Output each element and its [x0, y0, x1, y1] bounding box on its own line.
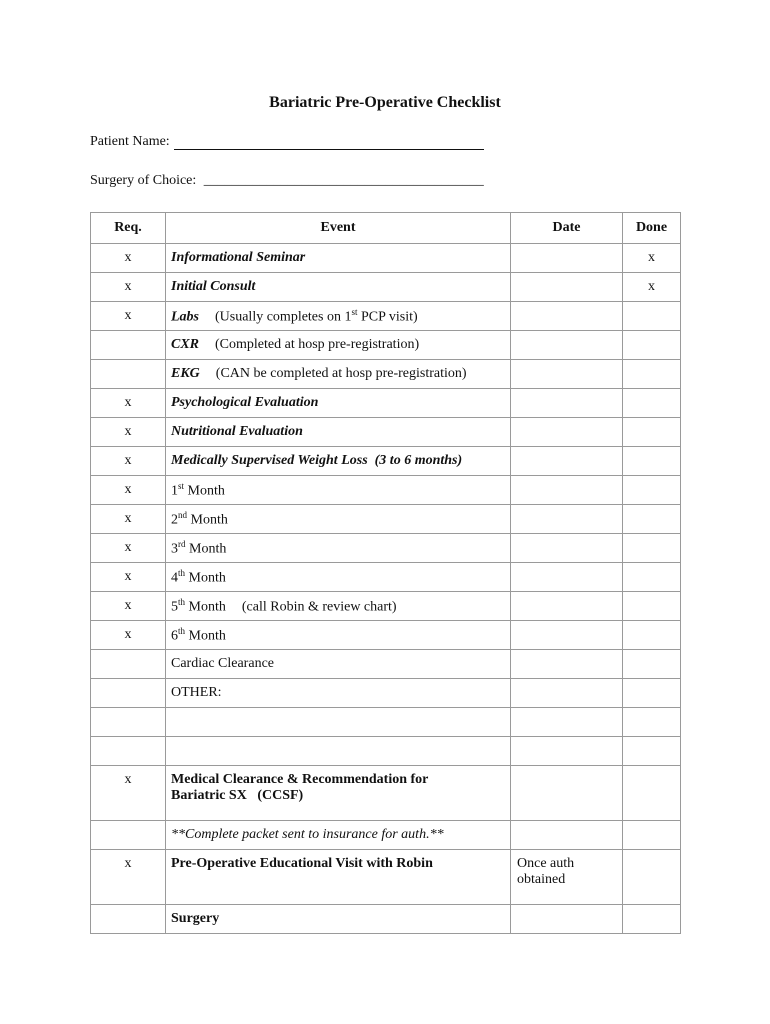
done-cell[interactable] — [623, 821, 681, 850]
month-label: Month — [185, 570, 226, 586]
event-cell — [166, 534, 511, 563]
month-label: Month — [185, 541, 227, 557]
month-number: 2 — [171, 512, 178, 528]
row-nutritional-evaluation — [91, 418, 681, 447]
row-psychological-evaluation — [91, 389, 681, 418]
date-cell — [511, 850, 623, 905]
month-suffix: nd — [178, 509, 187, 520]
patient-name-line[interactable] — [174, 135, 484, 150]
date-cell[interactable] — [511, 273, 623, 302]
month-suffix: th — [178, 567, 186, 578]
done-cell[interactable] — [623, 679, 681, 708]
date-cell[interactable] — [511, 476, 623, 505]
done-cell[interactable] — [623, 850, 681, 905]
month-suffix: th — [178, 596, 186, 607]
req-cell: x — [91, 850, 166, 905]
row-blank — [91, 708, 681, 737]
month-label: Month — [185, 628, 226, 644]
row-month-5 — [91, 592, 681, 621]
event-cell: Cardiac Clearance — [166, 650, 511, 679]
date-cell[interactable] — [511, 592, 623, 621]
row-month-6 — [91, 621, 681, 650]
date-cell[interactable] — [511, 563, 623, 592]
event-cell: Nutritional Evaluation — [166, 418, 511, 447]
date-cell[interactable] — [511, 418, 623, 447]
req-cell — [91, 821, 166, 850]
done-cell[interactable] — [623, 476, 681, 505]
req-cell: x — [91, 505, 166, 534]
month-label: Month — [184, 483, 225, 499]
row-other — [91, 679, 681, 708]
event-cell: Informational Seminar — [166, 244, 511, 273]
patient-name-field — [90, 134, 484, 150]
req-cell — [91, 905, 166, 934]
date-cell[interactable] — [511, 737, 623, 766]
date-cell[interactable] — [511, 821, 623, 850]
event-cell — [166, 360, 511, 389]
date-cell[interactable] — [511, 331, 623, 360]
month-number: 6 — [171, 628, 178, 644]
row-cxr — [91, 331, 681, 360]
event-label: EKG — [171, 366, 200, 381]
event-cell: Initial Consult — [166, 273, 511, 302]
header-req: Req. — [91, 213, 166, 244]
patient-name-label: Patient Name: — [90, 134, 170, 149]
month-number: 4 — [171, 570, 178, 586]
row-initial-consult — [91, 273, 681, 302]
event-cell: Pre-Operative Educational Visit with Robin — [166, 850, 511, 905]
done-cell[interactable] — [623, 505, 681, 534]
row-month-1 — [91, 476, 681, 505]
month-label: Month — [185, 599, 226, 615]
date-cell[interactable] — [511, 302, 623, 331]
date-cell[interactable] — [511, 244, 623, 273]
row-complete-packet — [91, 821, 681, 850]
date-cell[interactable] — [511, 534, 623, 563]
event-note: (Completed at hosp pre-registration) — [215, 337, 420, 352]
event-cell[interactable] — [166, 737, 511, 766]
event-cell — [166, 592, 511, 621]
date-cell[interactable] — [511, 708, 623, 737]
done-cell[interactable] — [623, 708, 681, 737]
event-cell — [166, 563, 511, 592]
date-cell[interactable] — [511, 679, 623, 708]
done-cell[interactable]: x — [623, 244, 681, 273]
event-note-end: PCP visit) — [357, 309, 418, 325]
month-number: 3 — [171, 541, 178, 557]
surgery-of-choice-label: Surgery of Choice: — [90, 173, 197, 188]
req-cell: x — [91, 534, 166, 563]
done-cell[interactable] — [623, 563, 681, 592]
row-medical-clearance — [91, 766, 681, 821]
done-cell[interactable] — [623, 447, 681, 476]
event-cell — [166, 505, 511, 534]
req-cell: x — [91, 621, 166, 650]
event-note: (CAN be completed at hosp pre-registration) — [215, 366, 467, 381]
row-educational-visit — [91, 850, 681, 905]
event-cell — [166, 476, 511, 505]
req-cell — [91, 650, 166, 679]
row-ekg — [91, 360, 681, 389]
header-row — [91, 213, 681, 244]
done-cell[interactable] — [623, 905, 681, 934]
done-cell[interactable] — [623, 534, 681, 563]
done-cell[interactable] — [623, 766, 681, 821]
event-cell: **Complete packet sent to insurance for auth.** — [166, 821, 511, 850]
req-cell: x — [91, 273, 166, 302]
row-month-3 — [91, 534, 681, 563]
event-label: CXR — [171, 337, 200, 352]
page-title: Bariatric Pre-Operative Checklist — [269, 94, 501, 111]
surgery-of-choice-line[interactable]: ________________________________________ — [203, 173, 484, 188]
date-cell[interactable] — [511, 389, 623, 418]
date-cell[interactable] — [511, 505, 623, 534]
event-cell[interactable] — [166, 708, 511, 737]
done-cell[interactable] — [623, 418, 681, 447]
surgery-of-choice-field — [90, 173, 484, 189]
date-cell[interactable] — [511, 766, 623, 821]
req-cell — [91, 360, 166, 389]
month-suffix: rd — [178, 538, 186, 549]
done-cell[interactable] — [623, 650, 681, 679]
req-cell: x — [91, 302, 166, 331]
month-suffix: th — [178, 625, 186, 636]
event-note-sup: st — [351, 306, 358, 317]
month-number: 1 — [171, 483, 178, 499]
req-cell: x — [91, 389, 166, 418]
row-surgery — [91, 905, 681, 934]
event-line-2: Bariatric SX (CCSF) — [171, 788, 304, 803]
date-cell[interactable] — [511, 360, 623, 389]
row-month-4 — [91, 563, 681, 592]
header-date: Date — [511, 213, 623, 244]
row-blank — [91, 737, 681, 766]
req-cell: x — [91, 592, 166, 621]
req-cell — [91, 737, 166, 766]
row-cardiac-clearance — [91, 650, 681, 679]
done-cell[interactable] — [623, 302, 681, 331]
date-cell[interactable] — [511, 650, 623, 679]
event-label: Labs — [171, 309, 199, 325]
done-cell[interactable]: x — [623, 273, 681, 302]
done-cell[interactable] — [623, 360, 681, 389]
row-informational-seminar — [91, 244, 681, 273]
event-line-1: Medical Clearance & Recommendation for — [171, 772, 429, 787]
event-cell — [166, 302, 511, 331]
row-labs — [91, 302, 681, 331]
date-line-1: Once auth — [517, 856, 575, 871]
done-cell[interactable] — [623, 331, 681, 360]
date-cell[interactable] — [511, 905, 623, 934]
req-cell: x — [91, 244, 166, 273]
header-done: Done — [623, 213, 681, 244]
month-number: 5 — [171, 599, 178, 615]
event-cell — [166, 766, 511, 821]
event-cell: OTHER: — [166, 679, 511, 708]
req-cell: x — [91, 766, 166, 821]
done-cell[interactable] — [623, 737, 681, 766]
date-line-2: obtained — [517, 872, 566, 887]
req-cell: x — [91, 418, 166, 447]
done-cell[interactable] — [623, 592, 681, 621]
month-suffix: st — [178, 480, 185, 491]
req-cell — [91, 679, 166, 708]
checklist-table — [90, 212, 681, 934]
event-note: (call Robin & review chart) — [241, 599, 397, 615]
header-event: Event — [166, 213, 511, 244]
event-cell: Medically Supervised Weight Loss (3 to 6 months) — [166, 447, 511, 476]
req-cell — [91, 331, 166, 360]
req-cell: x — [91, 447, 166, 476]
row-weight-loss — [91, 447, 681, 476]
event-cell — [166, 621, 511, 650]
done-cell[interactable] — [623, 621, 681, 650]
req-cell — [91, 708, 166, 737]
req-cell: x — [91, 563, 166, 592]
row-month-2 — [91, 505, 681, 534]
event-cell: Psychological Evaluation — [166, 389, 511, 418]
event-cell — [166, 331, 511, 360]
date-cell[interactable] — [511, 447, 623, 476]
req-cell: x — [91, 476, 166, 505]
event-note: (Usually completes on 1 — [215, 309, 352, 325]
month-label: Month — [187, 512, 228, 528]
date-cell[interactable] — [511, 621, 623, 650]
event-cell: Surgery — [166, 905, 511, 934]
done-cell[interactable] — [623, 389, 681, 418]
